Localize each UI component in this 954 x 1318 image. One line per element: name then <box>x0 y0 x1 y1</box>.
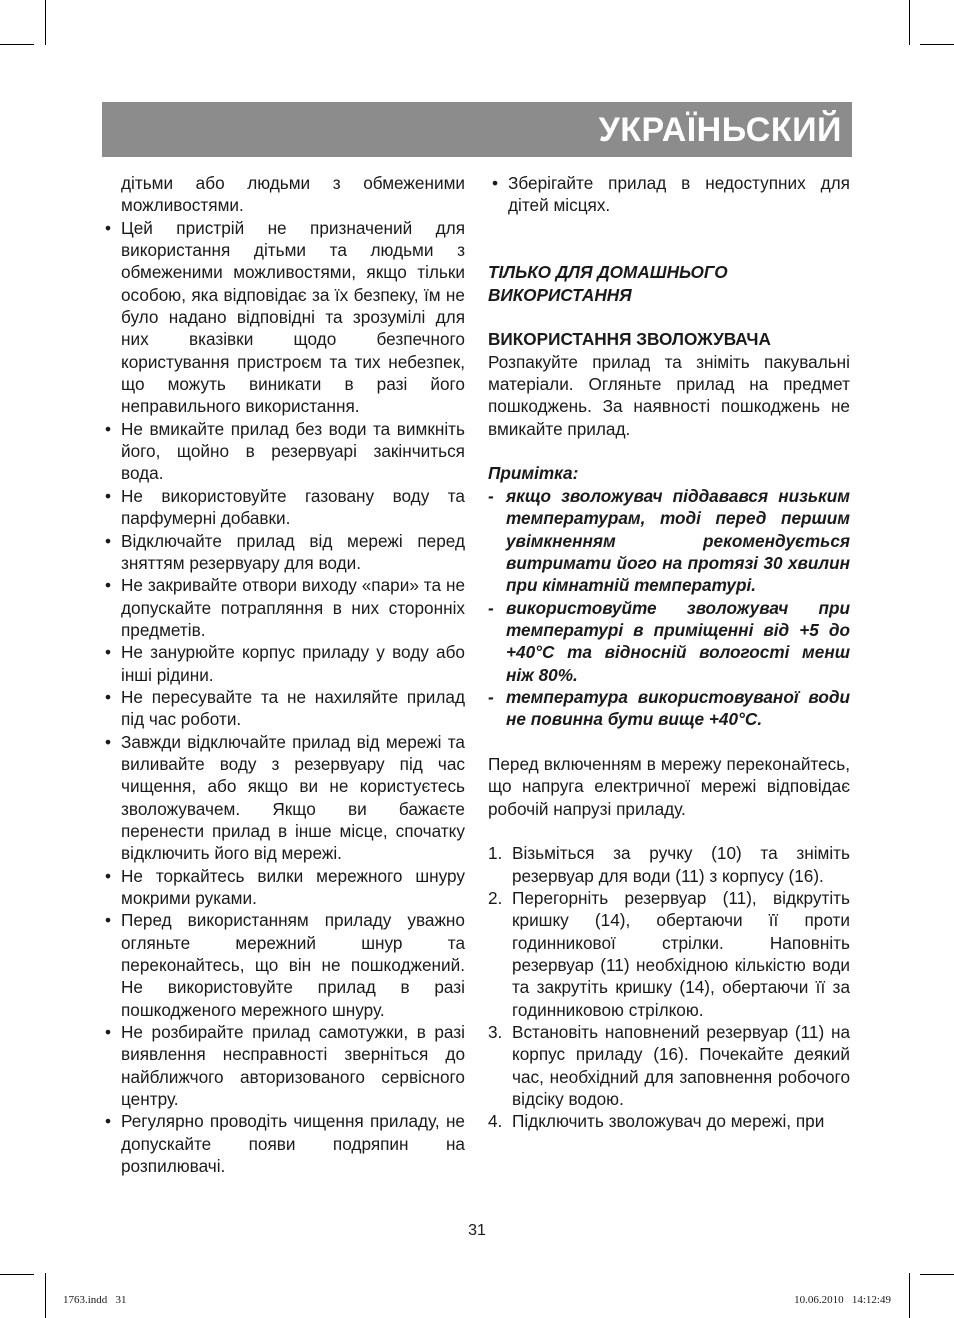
step-number: 2. <box>488 888 503 908</box>
safety-bullet: • Не закривайте отвори виходу «пари» та не допускайте потрапляння в них сторонніх предметів. <box>105 575 465 640</box>
safety-bullet: • Відключайте прилад від мережі перед зняттям резервуару для води. <box>105 530 465 573</box>
safety-bullet: • Не вмикайте прилад без води та вимкніть його, щойно в резервуарі закінчиться вода. <box>105 418 465 484</box>
safety-bullet: • Не пересувайте та не нахиляйте прилад під час роботи. <box>105 686 465 730</box>
bullet-dot: • <box>105 865 112 886</box>
bullet-dot: • <box>105 910 112 931</box>
safety-bullet: • Не використовуйте газовану воду та парфумерні добавки. <box>105 485 465 529</box>
continuation-text: дітьми або людьми з обмеженими можливостями. <box>121 173 465 216</box>
page-number: 31 <box>468 1222 486 1239</box>
note-dash: - <box>488 686 494 707</box>
bullet-dot: • <box>105 217 112 238</box>
safety-bullet: • Зберігайте прилад в недоступних для дітей місцях. <box>492 173 850 216</box>
footer-timestamp: 10.06.2010 14:12:49 <box>794 1294 891 1306</box>
crop-mark <box>0 44 34 45</box>
safety-bullet: • Перед використанням приладу уважно огляньте мережний шнур та переконайтесь, що він не пошкоджений. Не використовуйте прилад в разі пошкодженого мережного шнуру. <box>105 910 465 1020</box>
bullet-dot: • <box>105 485 112 506</box>
step-item: 4. Підключить зволожувач до мережі, при <box>488 1111 825 1132</box>
note-item: - використовуйте зволожувач при температурі в приміщенні від +5 до +40°С та відносній вологості менш ніж 80%. <box>488 597 850 685</box>
crop-mark <box>920 44 954 45</box>
safety-bullet: • Не торкайтесь вилки мережного шнуру мокрими руками. <box>105 865 465 908</box>
bullet-dot: • <box>105 1022 112 1043</box>
bullet-dot: • <box>105 530 112 551</box>
note-heading: Примітка: <box>488 463 579 484</box>
step-item: 3. Встановіть наповнений резервуар (11) на корпус приладу (16). Почекайте деякий час, необхідний для заповнення робочого відсіку водою. <box>488 1022 850 1110</box>
language-title: УКРАЇНЬСКИЙ <box>598 111 842 149</box>
safety-bullet: • Не занурюйте корпус приладу у воду або інші рідини. <box>105 642 465 685</box>
left-column <box>101 172 465 1177</box>
bullet-dot: • <box>105 418 112 439</box>
step-number: 3. <box>488 1022 503 1043</box>
bullet-dot: • <box>105 686 112 707</box>
bullet-dot: • <box>105 575 112 596</box>
bullet-dot: • <box>105 731 112 752</box>
language-header-band <box>102 102 852 157</box>
bullet-dot: • <box>105 642 112 663</box>
usage-heading: ВИКОРИСТАННЯ ЗВОЛОЖУВАЧА <box>488 329 771 350</box>
home-use-heading: ТІЛЬКО ДЛЯ ДОМАШНЬОГО ВИКОРИСТАННЯ <box>488 262 728 305</box>
note-dash: - <box>488 597 494 618</box>
footer-file-info: 1763.indd 31 <box>63 1294 127 1306</box>
crop-mark <box>45 0 46 45</box>
crop-mark <box>909 0 910 45</box>
safety-bullet: • Не розбирайте прилад самотужки, в разі виявлення несправності зверніться до найближчого авторизованого сервісного центру. <box>105 1022 465 1110</box>
safety-bullet: • Завжди відключайте прилад від мережі та виливайте воду з резервуару під час чищення, або якщо ви не користуєтесь зволожувачем. Якщо ви бажаєте перенести прилад в інше місце, спочатку відключить його від мережі. <box>105 731 465 864</box>
safety-bullet: • Цей пристрій не призначений для використання дітьми та людьми з обмеженими можливостями, якщо тільки особою, яка відповідає за їх безпеку, їм не було надано відповідні та зрозумілі для них вказівки щодо безпечного користування пристроєм та тих небезпек, що можуть виникати в разі його неправильного використання. <box>105 217 465 417</box>
bullet-dot: • <box>105 1111 112 1132</box>
step-item: 2. Перегорніть резервуар (11), відкрутіть кришку (14), обертаючи її проти годинникової стрілки. Наповніть резервуар (11) необхідною кількістю води та закрутіть кришку (14), обертаючи її за годинниковою стрілкою. <box>488 888 850 1020</box>
bullet-dot: • <box>492 173 499 193</box>
note-dash: - <box>488 485 494 506</box>
crop-mark <box>920 1274 954 1275</box>
right-column <box>488 172 850 1133</box>
note-item: - температура використовуваної води не повинна бути вище +40°С. <box>488 686 850 730</box>
usage-intro: Розпакуйте прилад та зніміть пакувальні матеріали. Огляньте прилад на предмет пошкоджень. За наявності пошкоджень не вмикайте прилад. <box>488 351 850 439</box>
crop-mark <box>909 1273 910 1318</box>
voltage-text: Перед включенням в мережу переконайтесь, що напруга електричної мережі відповідає робочій напрузі приладу. <box>488 753 850 819</box>
note-item: - якщо зволожувач піддавався низьким температурам, тоді перед першим увімкненням рекомендується витримати його на протязі 30 хвилин при кімнатній температурі. <box>488 485 850 596</box>
crop-mark <box>45 1273 46 1318</box>
step-number: 4. <box>488 1111 503 1132</box>
step-item: 1. Візьміться за ручку (10) та зніміть резервуар для води (11) з корпусу (16). <box>488 843 850 886</box>
crop-mark <box>0 1274 34 1275</box>
step-number: 1. <box>488 843 503 864</box>
safety-bullet: • Регулярно проводіть чищення приладу, не допускайте появи подряпин на розпилювачі. <box>105 1111 465 1177</box>
